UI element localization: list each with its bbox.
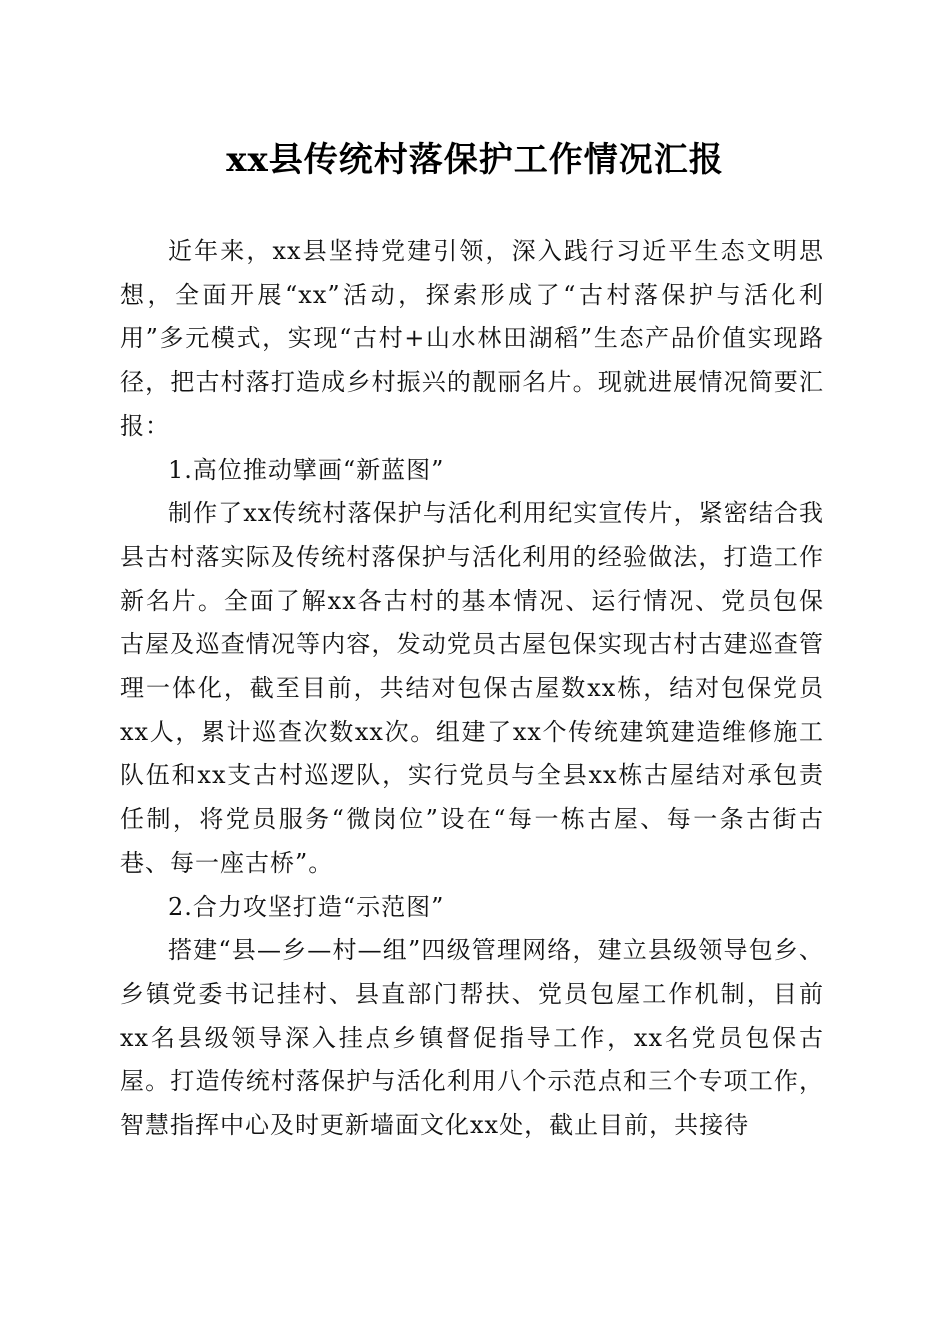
paragraph-section-1: 制作了xx传统村落保护与活化利用纪实宣传片，紧密结合我县古村落实际及传统村落保护与活化利用的经验做法，打造工作新名片。全面了解xx各古村的基本情况、运行情况、党员包保古屋及巡查情况等内容，发动党员古屋包保实现古村古建巡查管理一体化，截至目前，共结对包保古屋数xx栋，结对包保党员xx人，累计巡查次数xx次。组建了xx个传统建筑建造维修施工队伍和xx支古村巡逻队，实行党员与全县xx栋古屋结对承包责任制，将党员服务“微岗位”设在“每一栋古屋、每一条古街古巷、每一座古桥”。 (120, 499, 824, 877)
document-title: xx县传统村落保护工作情况汇报 (226, 140, 724, 180)
section-heading-1: 1.高位推动擘画“新蓝图” (168, 455, 445, 484)
document-body (120, 230, 824, 1148)
section-heading-2: 2.合力攻坚打造“示范图” (168, 892, 445, 921)
paragraph-intro: 近年来，xx县坚持党建引领，深入践行习近平生态文明思想，全面开展“xx”活动，探索形成了“古村落保护与活化利用”多元模式，实现“古村+山水林田湖稻”生态产品价值实现路径，把古村落打造成乡村振兴的靓丽名片。现就进展情况简要汇报： (120, 237, 824, 440)
paragraph-section-2: 搭建“县—乡—村—组”四级管理网络，建立县级领导包乡、乡镇党委书记挂村、县直部门帮扶、党员包屋工作机制，目前xx名县级领导深入挂点乡镇督促指导工作，xx名党员包保古屋。打造传统村落保护与活化利用八个示范点和三个专项工作，智慧指挥中心及时更新墙面文化xx处，截止目前，共接待 (120, 936, 824, 1140)
